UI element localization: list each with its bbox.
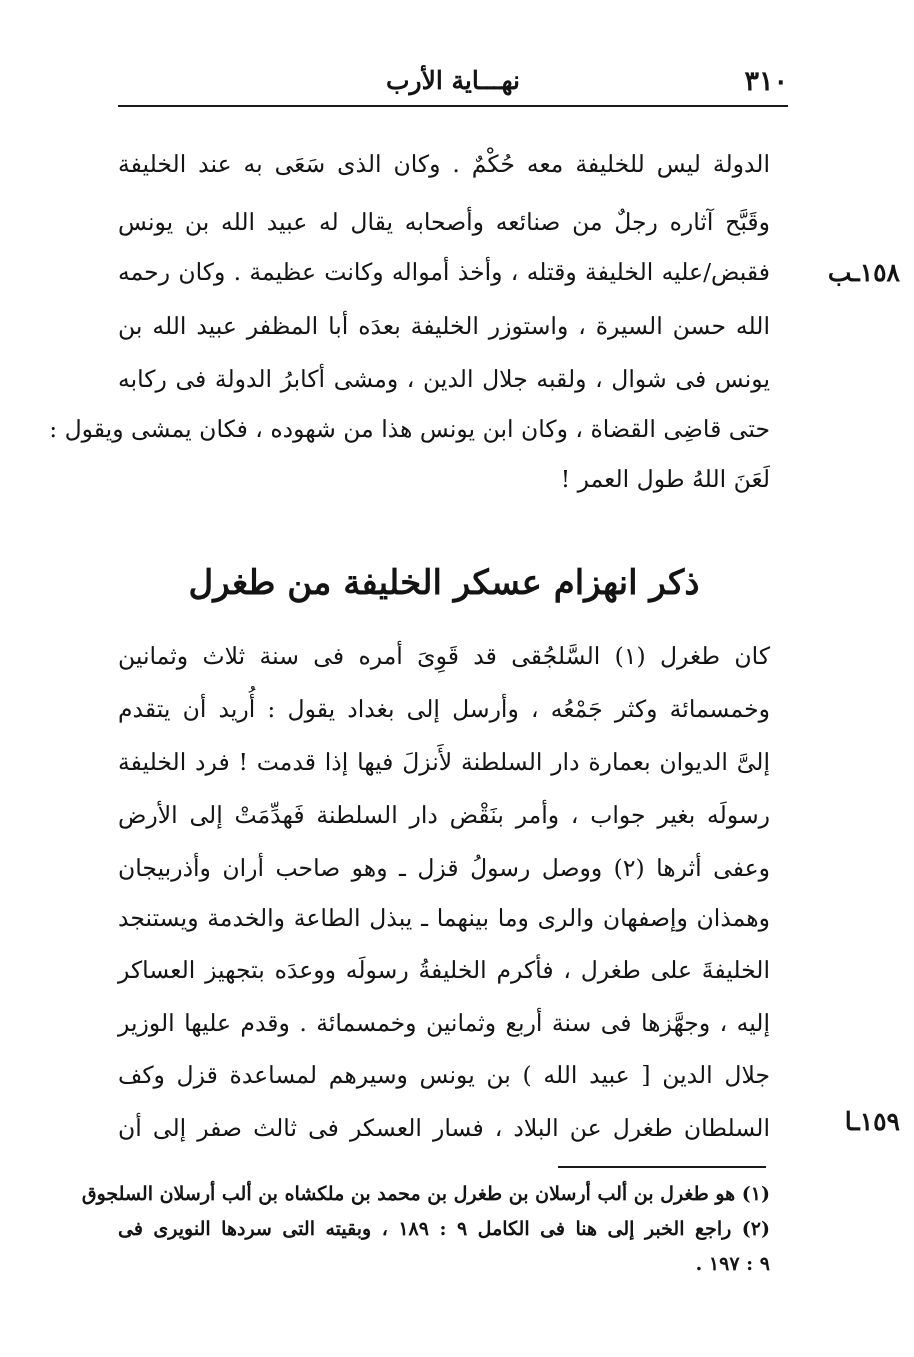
text-line: يونس فى شوال ، ولقبه جلال الدين ، ومشى أكابرُ الدولة فى ركابه	[118, 365, 770, 393]
text-line: جلال الدين [ عبيد الله ) بن يونس وسيرهم لمساعدة قزل وكف	[118, 1061, 770, 1089]
footnote: (١) هو طغرل بن ألب أرسلان بن طغرل بن محمد بن ملكشاه بن ألب أرسلان السلجوق	[81, 1183, 770, 1205]
running-title: نهـــاية الأرب	[386, 66, 520, 95]
text-line: رسولَه بغير جواب ، وأمر بنَقْض دار السلطنة فَهدِّمَتْ إلى الأرض	[118, 801, 770, 829]
footnote: ٩ : ١٩٧ .	[695, 1253, 770, 1275]
text-line: الله حسن السيرة ، واستوزر الخليفة بعدَه أبا المظفر عبيد الله بن	[118, 312, 770, 340]
text-line: لَعَنَ اللهُ طول العمر !	[560, 465, 770, 493]
text-line: إليه ، وجهَّزها فى سنة أربع وثمانين وخمسمائة . وقدم عليها الوزير	[118, 1009, 770, 1037]
section-heading: ذكر انهزام عسكر الخليفة من طغرل	[188, 563, 700, 603]
text-line: فقبض/عليه الخليفة وقتله ، وأخذ أمواله وكانت عظيمة . وكان رحمه	[118, 258, 770, 286]
text-line: السلطان طغرل عن البلاد ، فسار العسكر فى ثالث صفر إلى أن	[118, 1114, 770, 1142]
header-rule	[118, 105, 788, 107]
text-line: إلىَّ الديوان بعمارة دار السلطنة لأَنزلَ فيها إذا قدمت ! فرد الخليفة	[118, 748, 770, 776]
text-line: وهمذان وإصفهان والرى وما بينهما ـ يبذل الطاعة والخدمة ويستنجد	[118, 904, 770, 932]
text-line: وقَبَّح آثاره رجلٌ من صنائعه وأصحابه يقال له عبيد الله بن يونس	[118, 208, 770, 236]
page-number: ٣١٠	[744, 66, 788, 97]
text-line: كان طغرل (١) السَّلجُقى قد قَوِىَ أمره فى سنة ثلاث وثمانين	[118, 642, 771, 670]
footnote: (٢) راجع الخبر إلى هنا فى الكامل ٩ : ١٨٩ ، وبقيته التى سردها النويرى فى	[118, 1218, 771, 1240]
text-line: الخليفةَ على طغرل ، فأكرم الخليفةُ رسولَه ووعدَه بتجهيز العساكر	[118, 956, 770, 984]
text-line: وخمسمائة وكثر جَمْعُه ، وأرسل إلى بغداد يقول : أُريد أن يتقدم	[118, 695, 770, 723]
margin-folio-note: ١٥٩ـا	[844, 1107, 900, 1136]
text-line: الدولة ليس للخليفة معه حُكْمٌ . وكان الذى سَعَى به عند الخليفة	[118, 150, 770, 178]
footnote-rule	[558, 1166, 766, 1168]
text-line: وعفى أثرها (٢) ووصل رسولُ قزل ـ وهو صاحب أران وأذربيجان	[118, 854, 770, 882]
margin-folio-note: ١٥٨ـب	[827, 258, 900, 287]
page-header	[118, 58, 788, 106]
text-line: حتى قاضِى القضاة ، وكان ابن يونس هذا من شهوده ، فكان يمشى ويقول :	[49, 415, 770, 443]
